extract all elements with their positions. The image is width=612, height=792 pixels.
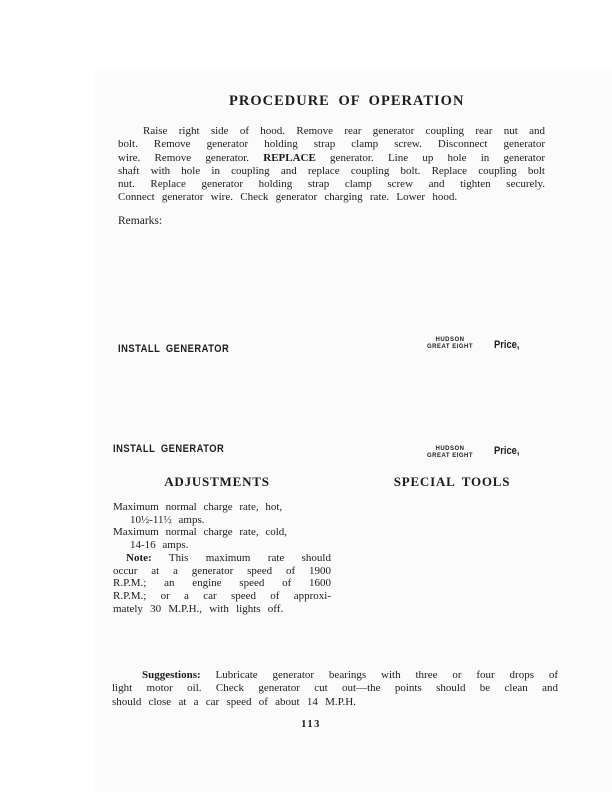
note-line-text: This maximum rate should	[151, 551, 331, 564]
procedure-line-bold-word: REPLACE	[263, 151, 316, 164]
model-badge-line1: HUDSON	[435, 337, 465, 343]
page-title: PROCEDURE OF OPERATION	[229, 93, 465, 109]
section-heading-install-generator	[113, 443, 244, 455]
note-line	[113, 552, 331, 565]
section-heading-text: INSTALL GENERATOR	[118, 343, 230, 355]
price-label-text: Price,	[494, 339, 520, 351]
model-badge-hudson-great-eight	[418, 446, 482, 460]
suggestions-line: light motor oil. Check generator cut out—the points should be clean and	[112, 682, 558, 695]
suggestions-paragraph	[112, 669, 558, 709]
model-badge-line2: GREAT EIGHT	[426, 452, 474, 459]
note-label: Note:	[126, 551, 152, 564]
price-label	[494, 445, 524, 457]
procedure-line	[118, 191, 545, 204]
procedure-line-text: Raise right side of hood. Remove rear generator coupling rear nut and	[143, 125, 545, 137]
note-line: R.P.M.; or a car speed of approxi-	[113, 589, 331, 602]
page-number: 113	[301, 719, 321, 730]
procedure-line	[118, 125, 545, 138]
suggestions-line	[112, 669, 558, 682]
section-heading-text: INSTALL GENERATOR	[113, 443, 225, 455]
adjustments-list	[113, 501, 331, 615]
note-line: mately 30 M.P.H., with lights off.	[113, 602, 284, 615]
model-badge-hudson-great-eight	[418, 337, 482, 351]
procedure-line	[118, 178, 545, 191]
price-label	[494, 339, 524, 351]
remarks-label: Remarks:	[118, 215, 163, 227]
suggestions-label: Suggestions:	[142, 669, 201, 681]
procedure-line	[118, 152, 545, 165]
procedure-line-text: Connect generator wire. Check generator charging rate. Lower hood.	[118, 191, 458, 204]
procedure-line	[118, 138, 545, 151]
procedure-line	[118, 165, 545, 178]
special-tools-heading: SPECIAL TOOLS	[393, 474, 511, 489]
section-heading-install-generator	[118, 343, 249, 355]
adjustment-line: Maximum normal charge rate, hot,	[113, 501, 283, 513]
procedure-line-text: wire. Remove generator.	[118, 151, 264, 164]
procedure-line-text: nut. Replace generator holding strap clamp screw and tighten securely.	[118, 178, 545, 191]
model-badge-line1: HUDSON	[435, 446, 465, 452]
procedure-line-text: shaft with hole in coupling and replace coupling bolt. Replace coupling bolt	[118, 164, 545, 177]
model-badge-line2: GREAT EIGHT	[426, 343, 474, 350]
note-line: R.P.M.; an engine speed of 1600	[113, 577, 331, 590]
adjustment-line: 10½-11½ amps.	[130, 513, 205, 526]
suggestions-line-text: Lubricate generator bearings with three or four drops of	[200, 669, 558, 681]
price-label-text: Price,	[494, 445, 520, 457]
adjustment-line: 14-16 amps.	[130, 539, 189, 552]
adjustment-line: Maximum normal charge rate, cold,	[113, 526, 288, 539]
suggestions-line: should close at a car speed of about 14 M.P.H.	[112, 695, 356, 708]
procedure-line-text: generator. Line up hole in generator	[315, 151, 545, 164]
procedure-line-text: bolt. Remove generator holding strap clamp screw. Disconnect generator	[118, 138, 545, 151]
adjustments-heading: ADJUSTMENTS	[164, 474, 270, 489]
note-line: occur at a generator speed of 1900	[113, 564, 331, 577]
procedure-paragraph	[118, 125, 545, 205]
